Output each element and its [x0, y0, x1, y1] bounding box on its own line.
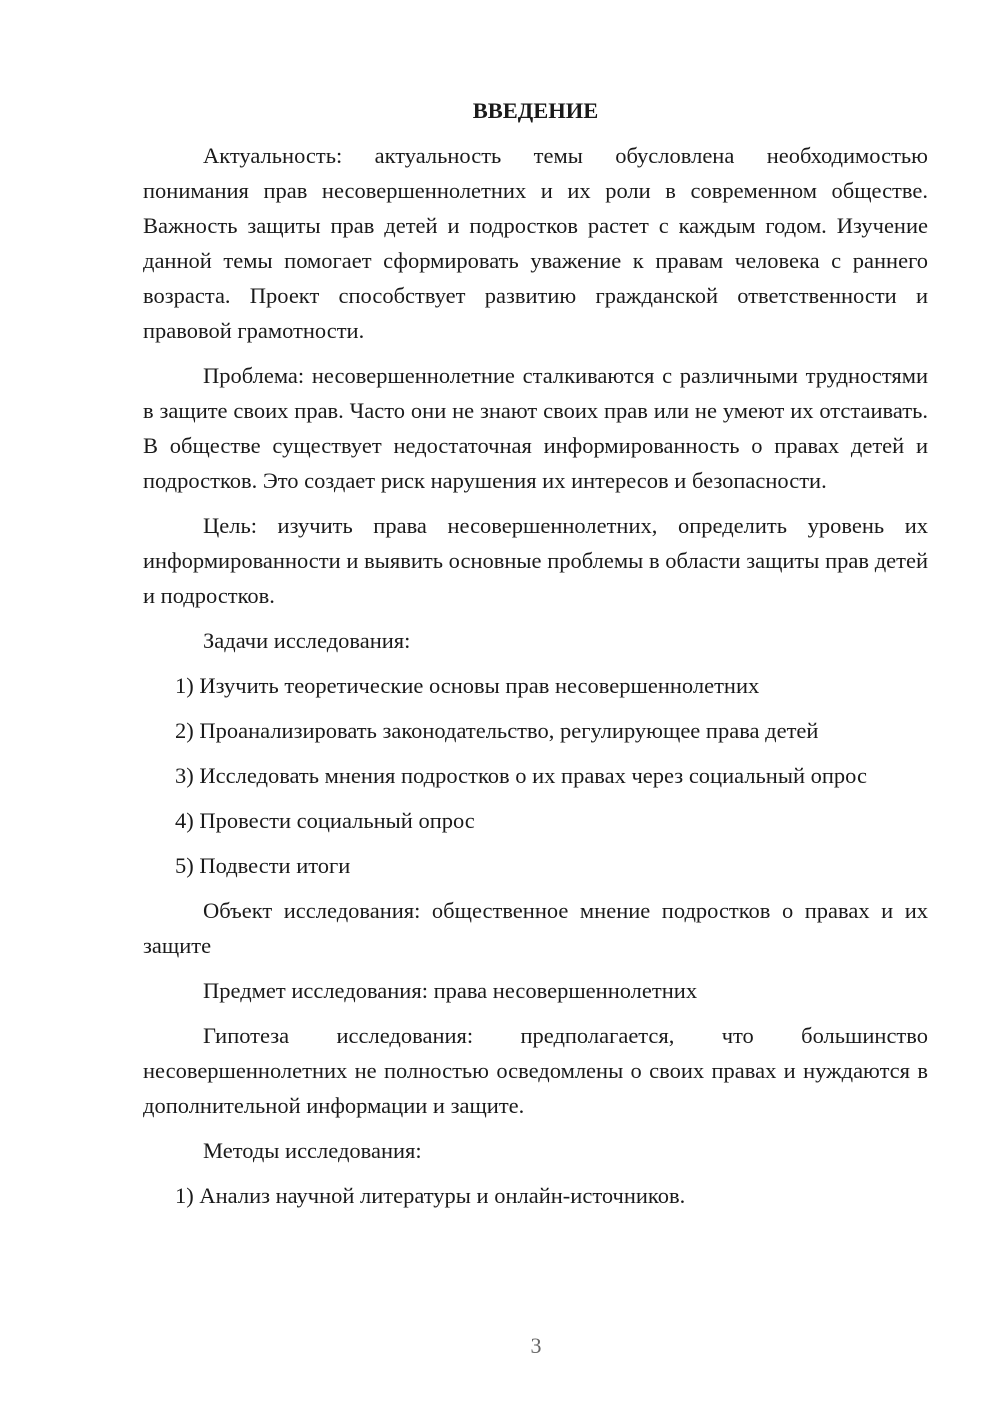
tasks-list: [143, 668, 928, 883]
list-item: 1) Изучить теоретические основы прав несовершеннолетних: [175, 673, 760, 698]
object-paragraph: Объект исследования: общественное мнение подростков о правах и их защите: [143, 898, 928, 958]
tasks-heading: Задачи исследования:: [203, 628, 411, 653]
page-content: [143, 93, 928, 1223]
methods-list: [143, 1178, 928, 1213]
list-item: 5) Подвести итоги: [175, 853, 351, 878]
problem-paragraph: Проблема: несовершеннолетние сталкиваются с различными трудностями в защите своих прав. Часто они не знают своих прав или не умеют их отстаивать. В обществе существует недостаточная информированность о правах детей и подростков. Это создает риск нарушения их интересов и безопасности.: [143, 363, 928, 493]
list-item: 1) Анализ научной литературы и онлайн-источников.: [175, 1183, 686, 1208]
list-item: 3) Исследовать мнения подростков о их правах через социальный опрос: [175, 763, 867, 788]
methods-heading: Методы исследования:: [203, 1138, 422, 1163]
relevance-paragraph: Актуальность: актуальность темы обусловлена необходимостью понимания прав несовершеннолетних и их роли в современном обществе. Важность защиты прав детей и подростков растет с каждым годом. Изучение данной темы помогает сформировать уважение к правам человека с раннего возраста. Проект способствует развитию гражданской ответственности и правовой грамотности.: [143, 143, 928, 343]
page-number: 3: [530, 1333, 542, 1358]
list-item: 2) Проанализировать законодательство, регулирующее права детей: [175, 718, 819, 743]
section-title: ВВЕДЕНИЕ: [472, 98, 599, 123]
subject-paragraph: Предмет исследования: права несовершеннолетних: [203, 978, 698, 1003]
goal-paragraph: Цель: изучить права несовершеннолетних, определить уровень их информированности и выявить основные проблемы в области защиты прав детей и подростков.: [143, 513, 928, 608]
list-item: 4) Провести социальный опрос: [175, 808, 475, 833]
hypothesis-paragraph: Гипотеза исследования: предполагается, что большинство несовершеннолетних не полностью осведомлены о своих правах и нуждаются в дополнительной информации и защите.: [143, 1023, 928, 1118]
